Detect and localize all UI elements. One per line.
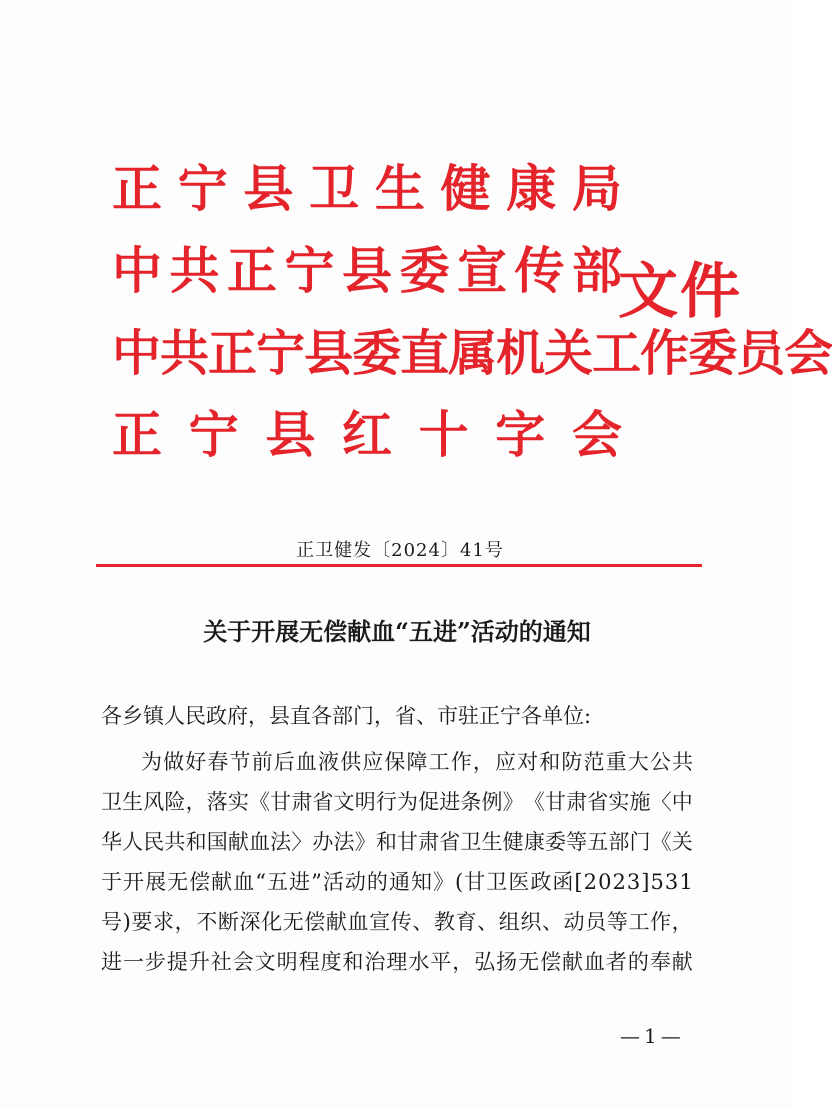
char: 开 bbox=[123, 870, 145, 894]
char: 等 bbox=[606, 910, 628, 934]
char: 宁 bbox=[188, 406, 239, 464]
char: 民 bbox=[143, 830, 165, 854]
char: 会 bbox=[232, 950, 254, 974]
char: 县 bbox=[265, 406, 316, 464]
char: 《 bbox=[650, 830, 672, 854]
char: 于 bbox=[101, 870, 122, 894]
char: 不 bbox=[196, 910, 218, 934]
char: 传 bbox=[514, 242, 565, 300]
char: 肃 bbox=[566, 790, 588, 814]
char: 提 bbox=[166, 950, 188, 974]
char: 法 bbox=[270, 830, 292, 854]
char: 2 bbox=[583, 870, 598, 894]
char: 〈 bbox=[650, 790, 672, 814]
char: 深 bbox=[239, 910, 261, 934]
char: 县 bbox=[342, 242, 392, 300]
char: 1 bbox=[679, 870, 693, 894]
char: 好 bbox=[185, 750, 207, 774]
char: 风 bbox=[143, 790, 165, 814]
char: 字 bbox=[495, 406, 546, 464]
char: 工 bbox=[428, 750, 450, 774]
issuer-line bbox=[112, 394, 622, 476]
char: 红 bbox=[341, 406, 392, 464]
char: 委 bbox=[399, 242, 450, 300]
char: 会 bbox=[784, 324, 832, 382]
document-number: 正卫健发〔2024〕41号 bbox=[296, 540, 504, 561]
char: 办 bbox=[312, 830, 334, 854]
char: 正 bbox=[227, 242, 277, 300]
body-line bbox=[101, 902, 693, 942]
issuer-line bbox=[112, 230, 622, 312]
char: 局 bbox=[571, 160, 622, 218]
char: 5 bbox=[650, 870, 664, 894]
document-type-label: 文件 bbox=[618, 257, 742, 327]
char: 献 bbox=[325, 910, 347, 934]
char: 县 bbox=[304, 324, 353, 382]
char: 献 bbox=[562, 950, 584, 974]
char: 生 bbox=[374, 160, 425, 218]
char: 保 bbox=[384, 750, 406, 774]
char: 献 bbox=[211, 870, 233, 894]
char: 省 bbox=[587, 790, 609, 814]
char: 明 bbox=[354, 790, 376, 814]
char: ] bbox=[641, 870, 650, 894]
char: 卫 bbox=[486, 870, 508, 894]
char: 献 bbox=[671, 950, 693, 974]
char: 政 bbox=[530, 870, 552, 894]
char: 血 bbox=[583, 950, 605, 974]
char: 例 bbox=[481, 790, 503, 814]
char: 大 bbox=[627, 750, 649, 774]
char: 无 bbox=[282, 910, 304, 934]
char: ” bbox=[311, 870, 322, 894]
char: 为 bbox=[141, 750, 162, 774]
char: 扬 bbox=[496, 950, 518, 974]
char: 进 bbox=[101, 950, 122, 974]
char: 文 bbox=[254, 950, 276, 974]
char: ， bbox=[671, 910, 693, 934]
char: 组 bbox=[498, 910, 520, 934]
char: 《 bbox=[523, 790, 545, 814]
char: 共 bbox=[672, 750, 693, 774]
char: 生 bbox=[122, 790, 144, 814]
char: 通 bbox=[388, 870, 410, 894]
char: 宣 bbox=[369, 910, 391, 934]
char: 甘 bbox=[270, 790, 292, 814]
char: 宁 bbox=[284, 242, 335, 300]
char: 、 bbox=[477, 910, 499, 934]
char: 作 bbox=[640, 324, 689, 382]
char: 》 bbox=[433, 870, 454, 894]
char: 中 bbox=[112, 242, 162, 300]
char: 做 bbox=[163, 750, 185, 774]
char: 和 bbox=[539, 750, 561, 774]
char: 机 bbox=[496, 324, 545, 382]
notice-body bbox=[101, 742, 693, 982]
char: 育 bbox=[455, 910, 477, 934]
char: 范 bbox=[583, 750, 605, 774]
char: 属 bbox=[448, 324, 497, 382]
char: 卫 bbox=[101, 790, 122, 814]
char: 会 bbox=[571, 406, 622, 464]
char: 国 bbox=[206, 830, 228, 854]
char: 直 bbox=[400, 324, 449, 382]
char: 共 bbox=[160, 324, 209, 382]
char: ， bbox=[452, 950, 474, 974]
char: 五 bbox=[587, 830, 609, 854]
char: 健 bbox=[502, 830, 524, 854]
char: 促 bbox=[418, 790, 440, 814]
char: 华 bbox=[101, 830, 122, 854]
char: [ bbox=[574, 870, 583, 894]
char: 实 bbox=[608, 790, 630, 814]
char: 3 bbox=[626, 870, 641, 894]
char: 血 bbox=[233, 870, 255, 894]
char: 等 bbox=[566, 830, 588, 854]
char: 要 bbox=[131, 910, 153, 934]
char: 作 bbox=[650, 910, 672, 934]
char: 2 bbox=[612, 870, 626, 894]
body-line bbox=[101, 742, 693, 782]
char: 宁 bbox=[177, 160, 228, 218]
char: 员 bbox=[736, 324, 785, 382]
char: 社 bbox=[210, 950, 232, 974]
char: 正 bbox=[112, 160, 162, 218]
char: 》 bbox=[354, 830, 376, 854]
char: 的 bbox=[366, 870, 388, 894]
char: 委 bbox=[544, 830, 566, 854]
char: ， bbox=[185, 790, 207, 814]
char: 《 bbox=[248, 790, 270, 814]
char: 省 bbox=[439, 830, 461, 854]
char: 进 bbox=[439, 790, 461, 814]
char: 动 bbox=[563, 910, 585, 934]
char: 施 bbox=[629, 790, 651, 814]
char: 文 bbox=[333, 790, 355, 814]
char: 教 bbox=[433, 910, 455, 934]
char: 、 bbox=[412, 910, 434, 934]
char: 0 bbox=[598, 870, 612, 894]
char: 度 bbox=[320, 950, 342, 974]
char: 水 bbox=[408, 950, 430, 974]
char: 康 bbox=[506, 160, 557, 218]
char: 偿 bbox=[304, 910, 326, 934]
char: 县 bbox=[243, 160, 294, 218]
char: 对 bbox=[517, 750, 539, 774]
char: 血 bbox=[347, 910, 369, 934]
char: 无 bbox=[167, 870, 189, 894]
char: 门 bbox=[629, 830, 651, 854]
char: 血 bbox=[295, 750, 317, 774]
char: 》 bbox=[502, 790, 524, 814]
char: 宁 bbox=[256, 324, 305, 382]
char: 委 bbox=[688, 324, 737, 382]
char: 人 bbox=[122, 830, 144, 854]
char: 部 bbox=[608, 830, 630, 854]
char: 号 bbox=[101, 910, 122, 934]
char: 作 bbox=[450, 750, 472, 774]
char: 奉 bbox=[649, 950, 671, 974]
char: 重 bbox=[605, 750, 627, 774]
char: 康 bbox=[523, 830, 545, 854]
issuer-line bbox=[112, 148, 622, 230]
char: 中 bbox=[671, 790, 693, 814]
char: 委 bbox=[352, 324, 401, 382]
char: 程 bbox=[298, 950, 320, 974]
char: 险 bbox=[164, 790, 186, 814]
char: 肃 bbox=[291, 790, 313, 814]
char: 节 bbox=[229, 750, 251, 774]
char: 升 bbox=[188, 950, 210, 974]
char: 关 bbox=[671, 830, 693, 854]
char: 者 bbox=[605, 950, 627, 974]
char: 工 bbox=[628, 910, 650, 934]
char: 供 bbox=[340, 750, 362, 774]
char: 后 bbox=[273, 750, 295, 774]
char: 甘 bbox=[396, 830, 418, 854]
recipients-line: 各乡镇人民政府，县直各部门，省、市驻正宁各单位: bbox=[101, 704, 592, 728]
char: 断 bbox=[217, 910, 239, 934]
notice-title: 关于开展无偿献血“五进”活动的通知 bbox=[203, 617, 591, 646]
char: 展 bbox=[145, 870, 167, 894]
char: 甘 bbox=[464, 870, 486, 894]
char: 公 bbox=[649, 750, 671, 774]
char: 的 bbox=[627, 950, 649, 974]
char: 宣 bbox=[457, 242, 507, 300]
char: 春 bbox=[207, 750, 229, 774]
char: 中 bbox=[112, 324, 161, 382]
char: 共 bbox=[164, 830, 186, 854]
char: 平 bbox=[430, 950, 452, 974]
char: 法 bbox=[333, 830, 355, 854]
char: 工 bbox=[592, 324, 641, 382]
char: ( bbox=[455, 870, 464, 894]
char: 、 bbox=[542, 910, 563, 934]
char: 为 bbox=[396, 790, 418, 814]
body-line bbox=[101, 942, 693, 982]
char: 活 bbox=[322, 870, 344, 894]
char: 3 bbox=[664, 870, 679, 894]
char: 动 bbox=[344, 870, 366, 894]
char: 卫 bbox=[460, 830, 482, 854]
char: 正 bbox=[112, 406, 162, 464]
char: 无 bbox=[518, 950, 540, 974]
char: 防 bbox=[561, 750, 583, 774]
char: 织 bbox=[520, 910, 542, 934]
char: 应 bbox=[362, 750, 384, 774]
char: 一 bbox=[122, 950, 144, 974]
char: 弘 bbox=[474, 950, 496, 974]
char: 落 bbox=[206, 790, 228, 814]
char: 五 bbox=[267, 870, 288, 894]
char: 行 bbox=[375, 790, 397, 814]
char: 正 bbox=[208, 324, 257, 382]
char: 知 bbox=[410, 870, 432, 894]
char: 十 bbox=[418, 406, 469, 464]
char: 传 bbox=[390, 910, 412, 934]
char: 函 bbox=[552, 870, 574, 894]
char: 关 bbox=[544, 324, 593, 382]
char: 健 bbox=[440, 160, 491, 218]
char: 理 bbox=[386, 950, 408, 974]
char: 员 bbox=[585, 910, 607, 934]
char: 前 bbox=[251, 750, 273, 774]
char: 偿 bbox=[189, 870, 211, 894]
char: “ bbox=[255, 870, 266, 894]
red-separator-line bbox=[96, 564, 702, 567]
char: 和 bbox=[375, 830, 397, 854]
char: 液 bbox=[318, 750, 339, 774]
char: 应 bbox=[495, 750, 516, 774]
char: 实 bbox=[227, 790, 249, 814]
char: ， bbox=[472, 750, 494, 774]
char: 部 bbox=[572, 242, 622, 300]
char: 省 bbox=[312, 790, 334, 814]
issuer-line bbox=[112, 312, 832, 394]
char: 化 bbox=[261, 910, 283, 934]
char: 共 bbox=[169, 242, 220, 300]
char: 和 bbox=[185, 830, 207, 854]
body-line bbox=[101, 822, 693, 862]
char: 献 bbox=[227, 830, 249, 854]
char: ， bbox=[174, 910, 196, 934]
char: 和 bbox=[342, 950, 364, 974]
page-number: —1— bbox=[620, 1024, 685, 1048]
char: 偿 bbox=[540, 950, 562, 974]
body-line bbox=[101, 862, 693, 902]
char: 治 bbox=[364, 950, 386, 974]
char: 肃 bbox=[418, 830, 440, 854]
char: 进 bbox=[289, 870, 311, 894]
char: 明 bbox=[276, 950, 298, 974]
char: 医 bbox=[508, 870, 530, 894]
char: 求 bbox=[153, 910, 175, 934]
char: 血 bbox=[248, 830, 270, 854]
body-line bbox=[101, 782, 693, 822]
char: 〉 bbox=[291, 830, 313, 854]
char: 障 bbox=[406, 750, 428, 774]
char: 卫 bbox=[309, 160, 360, 218]
char: 条 bbox=[460, 790, 482, 814]
char: 甘 bbox=[544, 790, 566, 814]
char: 生 bbox=[481, 830, 503, 854]
char: 步 bbox=[144, 950, 166, 974]
char: ) bbox=[122, 910, 131, 934]
